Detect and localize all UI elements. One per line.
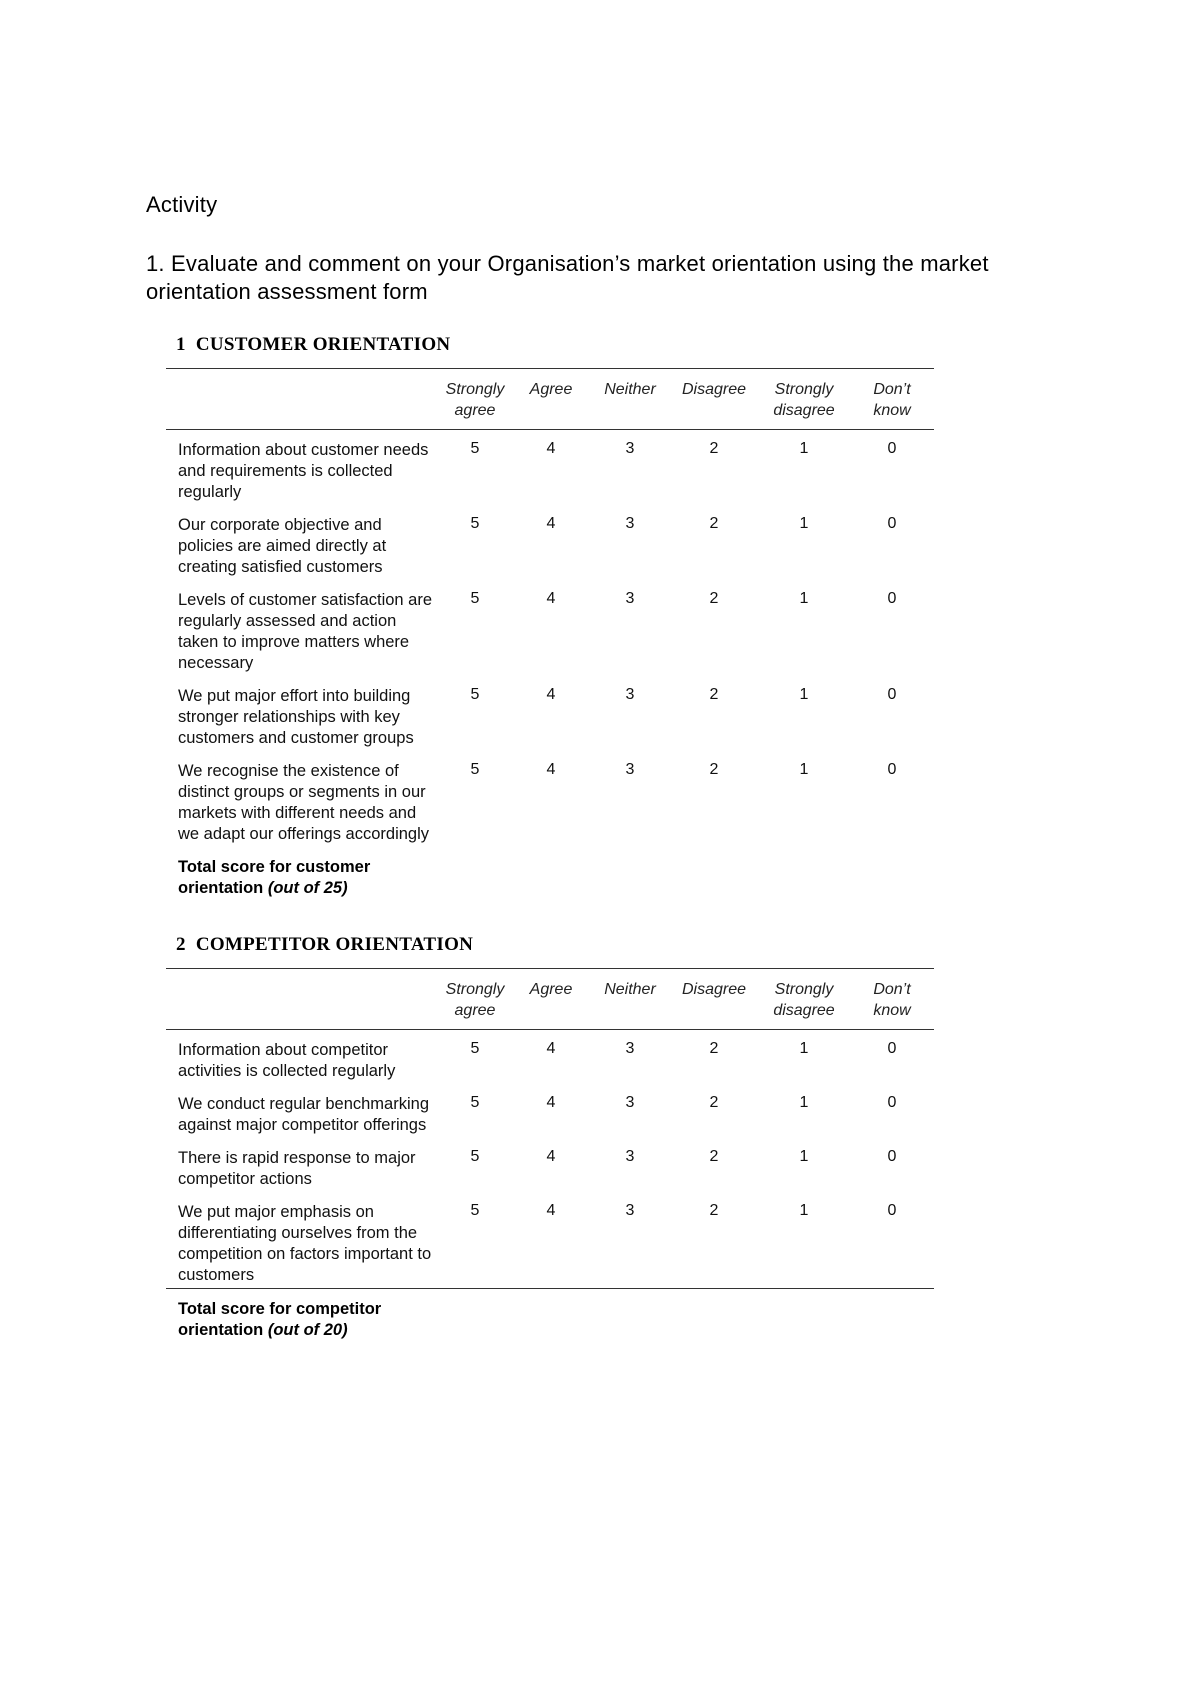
total-max: (out of 20): [267, 1321, 348, 1339]
column-header-line: know: [873, 1002, 911, 1019]
customer-orientation-table: [166, 368, 934, 899]
header-blank: [166, 979, 438, 1030]
statement-row: [166, 1192, 934, 1289]
column-header: [850, 379, 934, 430]
score-option[interactable]: 4: [546, 761, 556, 778]
score-option[interactable]: 5: [470, 1148, 480, 1165]
total-row: [166, 847, 934, 899]
column-header-line: Strongly: [774, 981, 834, 998]
score-option[interactable]: 1: [799, 1094, 809, 1111]
section-number: 1: [176, 334, 186, 355]
total-score-cell[interactable]: [758, 1289, 850, 1342]
statement-text: There is rapid response to major competitor actions: [178, 1149, 416, 1188]
total-score-cell[interactable]: [758, 847, 850, 899]
statement-text: We conduct regular benchmarking against major competitor offerings: [178, 1095, 429, 1134]
score-option[interactable]: 3: [625, 590, 635, 607]
score-option[interactable]: 0: [887, 515, 897, 532]
statement-row: [166, 1138, 934, 1192]
statement-text: Information about customer needs and requirements is collected regularly: [178, 441, 429, 501]
score-option[interactable]: 2: [709, 1148, 719, 1165]
statement-row: [166, 505, 934, 580]
score-option[interactable]: 4: [546, 440, 556, 457]
score-option[interactable]: 4: [546, 1040, 556, 1057]
question-text: 1. Evaluate and comment on your Organisation’s market orientation using the market orientation assessment form: [146, 251, 989, 304]
score-option[interactable]: 5: [470, 440, 480, 457]
score-option[interactable]: 3: [625, 1202, 635, 1219]
column-header-line: Neither: [604, 981, 656, 998]
total-score-cell[interactable]: [438, 847, 512, 899]
score-option[interactable]: 2: [709, 1202, 719, 1219]
column-header-line: Disagree: [681, 381, 747, 398]
total-row: [166, 1289, 934, 1342]
statement-row: [166, 676, 934, 751]
section-number: 2: [176, 934, 186, 955]
statement-text: Our corporate objective and policies are aimed directly at creating satisfied customers: [178, 516, 387, 576]
score-option[interactable]: 1: [799, 515, 809, 532]
score-option[interactable]: 4: [546, 1094, 556, 1111]
statement-text: Levels of customer satisfaction are regularly assessed and action taken to improve matters where necessary: [178, 591, 433, 672]
total-score-cell[interactable]: [512, 847, 590, 899]
score-option[interactable]: 5: [470, 590, 480, 607]
score-option[interactable]: 2: [709, 515, 719, 532]
total-score-cell[interactable]: [670, 847, 758, 899]
column-header: [512, 979, 590, 1030]
score-option[interactable]: 2: [709, 590, 719, 607]
total-score-cell[interactable]: [512, 1289, 590, 1342]
total-score-cell[interactable]: [670, 1289, 758, 1342]
score-option[interactable]: 0: [887, 590, 897, 607]
score-option[interactable]: 3: [625, 1148, 635, 1165]
total-label-text: Total score for customer orientation: [178, 858, 371, 897]
score-option[interactable]: 3: [625, 1040, 635, 1057]
section-title-text: COMPETITOR ORIENTATION: [195, 934, 474, 955]
statement-text: We recognise the existence of distinct groups or segments in our markets with different needs and we adapt our offerings accordingly: [178, 762, 430, 843]
column-header-line: know: [873, 402, 911, 419]
score-option[interactable]: 5: [470, 686, 480, 703]
column-header-line: [590, 1000, 670, 1021]
competitor-orientation-table: [166, 968, 934, 1341]
score-option[interactable]: 2: [709, 761, 719, 778]
score-option[interactable]: 4: [546, 1148, 556, 1165]
total-label: [166, 1289, 438, 1342]
total-max: (out of 25): [267, 879, 348, 897]
score-option[interactable]: 0: [887, 761, 897, 778]
total-score-cell[interactable]: [590, 1289, 670, 1342]
column-header-line: agree: [454, 1002, 496, 1019]
score-option[interactable]: 0: [887, 440, 897, 457]
section-title-customer: [176, 334, 450, 356]
score-option[interactable]: 3: [625, 1094, 635, 1111]
score-option[interactable]: 0: [887, 686, 897, 703]
score-option[interactable]: 4: [546, 515, 556, 532]
total-score-cell[interactable]: [590, 847, 670, 899]
score-option[interactable]: 3: [625, 686, 635, 703]
score-option[interactable]: 0: [887, 1202, 897, 1219]
statement-row: [166, 580, 934, 676]
column-header-line: Don’t: [873, 981, 911, 998]
column-header: [670, 379, 758, 430]
column-header-line: Disagree: [681, 981, 747, 998]
score-option[interactable]: 4: [546, 686, 556, 703]
activity-heading: Activity: [146, 192, 218, 217]
score-option[interactable]: 3: [625, 515, 635, 532]
statement-text: Information about competitor activities is collected regularly: [178, 1041, 396, 1080]
score-option[interactable]: 5: [470, 761, 480, 778]
column-header-line: [512, 1000, 590, 1021]
column-header-line: Strongly: [445, 981, 505, 998]
score-option[interactable]: 0: [887, 1148, 897, 1165]
column-header: [758, 979, 850, 1030]
column-header-line: [512, 400, 590, 421]
score-option[interactable]: 1: [799, 440, 809, 457]
total-score-cell[interactable]: [850, 847, 934, 899]
score-option[interactable]: 1: [799, 761, 809, 778]
column-header-line: Don’t: [873, 381, 911, 398]
score-option[interactable]: 4: [546, 590, 556, 607]
column-header: [850, 979, 934, 1030]
score-option[interactable]: 1: [799, 590, 809, 607]
column-header: [438, 979, 512, 1030]
score-option[interactable]: 1: [799, 686, 809, 703]
score-option[interactable]: 4: [546, 1202, 556, 1219]
score-option[interactable]: 1: [799, 1040, 809, 1057]
section-title-competitor: [176, 934, 473, 956]
header-blank: [166, 379, 438, 430]
statement-row: [166, 430, 934, 506]
column-header-line: Neither: [604, 381, 656, 398]
column-header: [590, 979, 670, 1030]
statement-row: [166, 1084, 934, 1138]
score-option[interactable]: 0: [887, 1094, 897, 1111]
column-header-line: Strongly: [445, 381, 505, 398]
score-option[interactable]: 1: [799, 1202, 809, 1219]
column-header-line: [590, 400, 670, 421]
column-header: [590, 379, 670, 430]
column-header-line: Strongly: [774, 381, 834, 398]
column-header-line: Agree: [529, 981, 573, 998]
score-option[interactable]: 5: [470, 1094, 480, 1111]
score-option[interactable]: 2: [709, 440, 719, 457]
score-option[interactable]: 3: [625, 761, 635, 778]
column-header: [758, 379, 850, 430]
column-header-line: [670, 400, 758, 421]
score-option[interactable]: 5: [470, 1202, 480, 1219]
score-option[interactable]: 2: [709, 1094, 719, 1111]
statement-text: We put major emphasis on differentiating ourselves from the competition on factors important to customers: [178, 1203, 432, 1284]
column-header-line: agree: [454, 402, 496, 419]
column-header-line: disagree: [773, 402, 835, 419]
total-score-cell[interactable]: [438, 1289, 512, 1342]
total-label: [166, 847, 438, 899]
section-title-text: CUSTOMER ORIENTATION: [195, 334, 451, 355]
score-option[interactable]: 2: [709, 686, 719, 703]
column-header: [438, 379, 512, 430]
statement-text: We put major effort into building stronger relationships with key customers and customer groups: [178, 687, 414, 747]
total-label-text: Total score for competitor orientation: [178, 1300, 382, 1339]
column-header-line: [670, 1000, 758, 1021]
column-header-line: Agree: [529, 381, 573, 398]
column-header: [670, 979, 758, 1030]
statement-row: [166, 751, 934, 847]
score-option[interactable]: 3: [625, 440, 635, 457]
score-option[interactable]: 0: [887, 1040, 897, 1057]
column-header-line: disagree: [773, 1002, 835, 1019]
score-option[interactable]: 1: [799, 1148, 809, 1165]
statement-row: [166, 1030, 934, 1085]
score-option[interactable]: 5: [470, 515, 480, 532]
score-option[interactable]: 2: [709, 1040, 719, 1057]
column-header: [512, 379, 590, 430]
total-score-cell[interactable]: [850, 1289, 934, 1342]
score-option[interactable]: 5: [470, 1040, 480, 1057]
